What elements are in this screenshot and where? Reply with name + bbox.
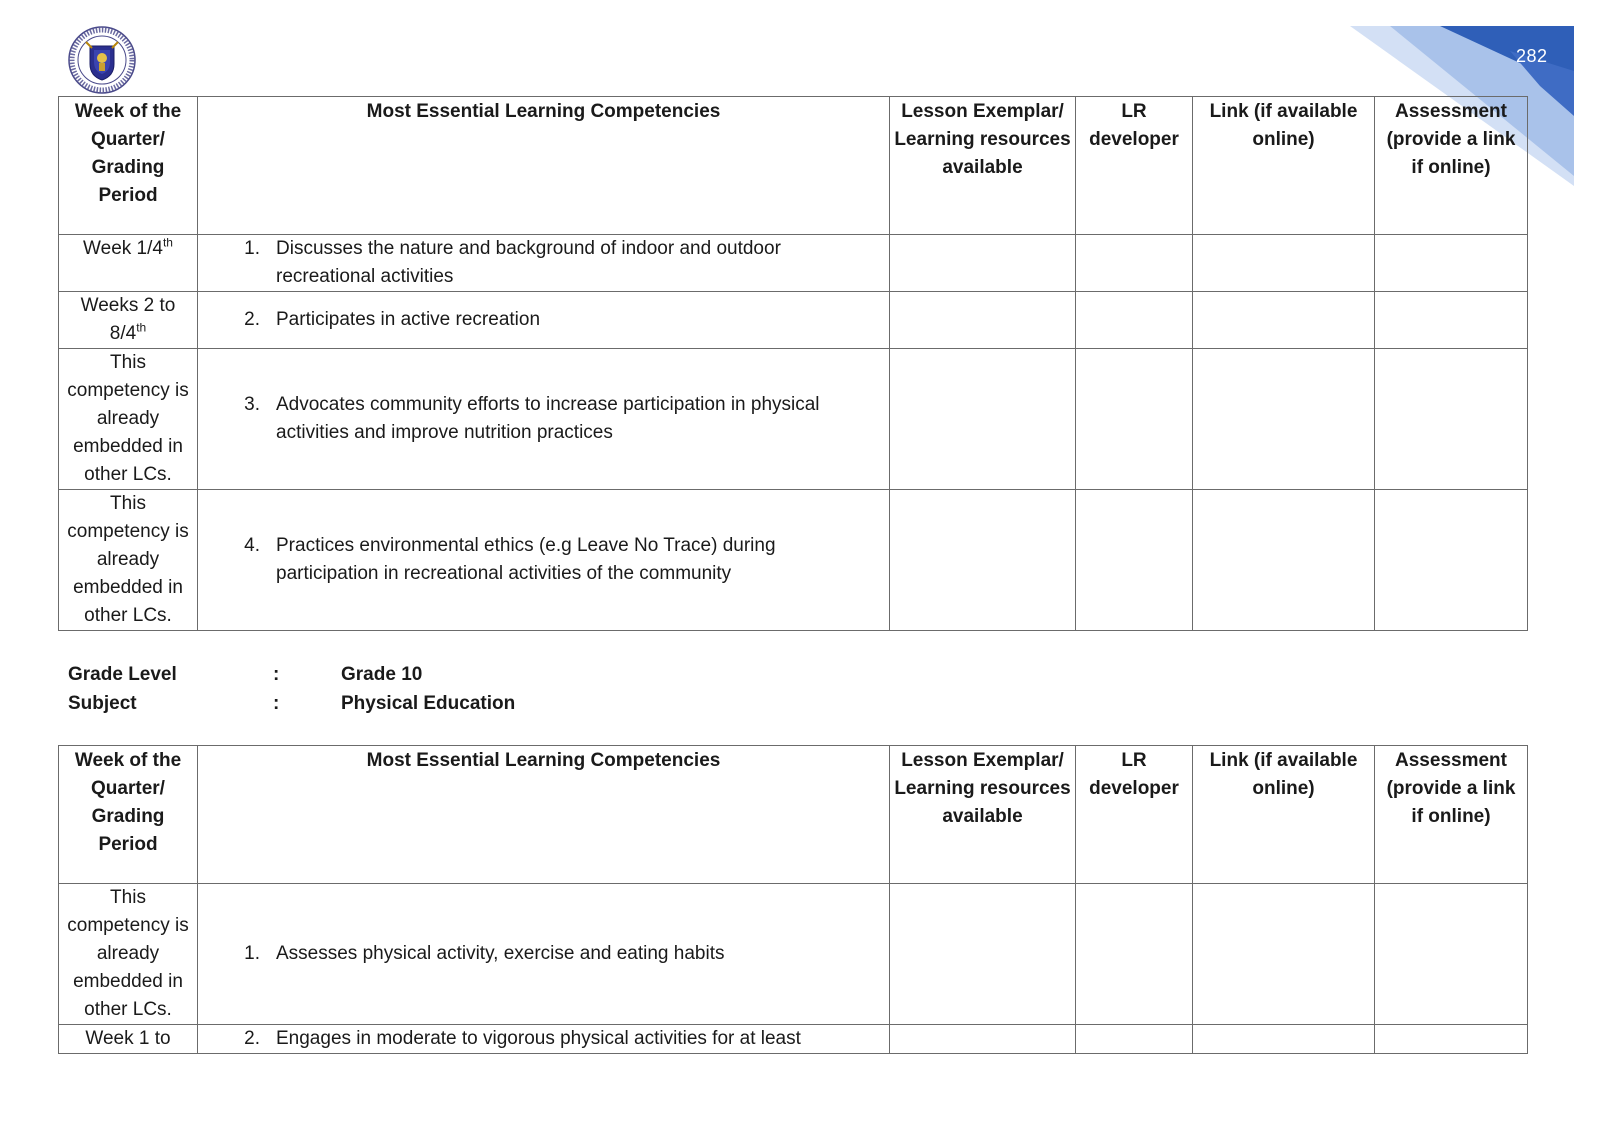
table-row — [59, 884, 1528, 1025]
table-row — [59, 292, 1528, 349]
col-lr-header: LR developer — [1076, 746, 1193, 884]
deped-seal-icon — [68, 26, 136, 94]
col-lr-header: LR developer — [1076, 97, 1193, 235]
col-melc-header: Most Essential Learning Competencies — [198, 97, 890, 235]
competency-cell — [198, 1025, 890, 1054]
grade-level-label: Grade Level — [68, 663, 177, 685]
item-number: 1. — [244, 943, 260, 964]
subject-label: Subject — [68, 692, 137, 714]
page-number: 282 — [1516, 46, 1548, 66]
table-row — [59, 349, 1528, 490]
competency-cell — [198, 349, 890, 490]
col-lesson-header: Lesson Exemplar/ Learning resources available — [890, 97, 1076, 235]
grade-level-row — [68, 660, 515, 689]
item-number: 1. — [244, 238, 260, 259]
week-cell: Week 1/4th — [59, 235, 198, 292]
col-link-header: Link (if available online) — [1193, 97, 1375, 235]
item-number: 4. — [244, 535, 260, 556]
competency-cell — [198, 490, 890, 631]
melc-table-1 — [58, 96, 1528, 631]
week-cell: This competency is already embedded in other LCs. — [59, 884, 198, 1025]
course-info — [68, 660, 515, 718]
competency-cell — [198, 235, 890, 292]
col-week-header: Week of the Quarter/ Grading Period — [59, 97, 198, 235]
col-lesson-header: Lesson Exemplar/ Learning resources available — [890, 746, 1076, 884]
table-header-row — [59, 746, 1528, 884]
competency-text: Discusses the nature and background of indoor and outdoor recreational activities — [276, 238, 781, 287]
item-number: 2. — [244, 309, 260, 330]
grade-level-value: Grade 10 — [341, 663, 423, 685]
competency-text: Engages in moderate to vigorous physical activities for at least — [276, 1028, 801, 1049]
col-assessment-header: Assessment (provide a link if online) — [1375, 746, 1528, 884]
subject-row — [68, 689, 515, 718]
competency-cell — [198, 884, 890, 1025]
col-link-header: Link (if available online) — [1193, 746, 1375, 884]
week-cell: Weeks 2 to 8/4th — [59, 292, 198, 349]
competency-text: Participates in active recreation — [276, 309, 541, 330]
competency-text: Advocates community efforts to increase participation in physical activities and improve nutrition practices — [276, 394, 820, 443]
competency-text: Assesses physical activity, exercise and eating habits — [276, 943, 725, 964]
col-melc-header: Most Essential Learning Competencies — [198, 746, 890, 884]
table-row — [59, 490, 1528, 631]
item-number: 3. — [244, 394, 260, 415]
week-cell: This competency is already embedded in other LCs. — [59, 490, 198, 631]
colon: : — [273, 692, 280, 714]
week-cell: This competency is already embedded in other LCs. — [59, 349, 198, 490]
melc-table-2 — [58, 745, 1528, 1054]
item-number: 2. — [244, 1028, 260, 1049]
week-cell: Week 1 to — [59, 1025, 198, 1054]
col-assessment-header: Assessment (provide a link if online) — [1375, 97, 1528, 235]
competency-text: Practices environmental ethics (e.g Leave No Trace) during participation in recreational activities of the community — [276, 535, 776, 584]
subject-value: Physical Education — [341, 692, 516, 714]
table-header-row — [59, 97, 1528, 235]
table-row — [59, 1025, 1528, 1054]
competency-cell — [198, 292, 890, 349]
colon: : — [273, 663, 280, 685]
col-week-header: Week of the Quarter/ Grading Period — [59, 746, 198, 884]
table-row — [59, 235, 1528, 292]
